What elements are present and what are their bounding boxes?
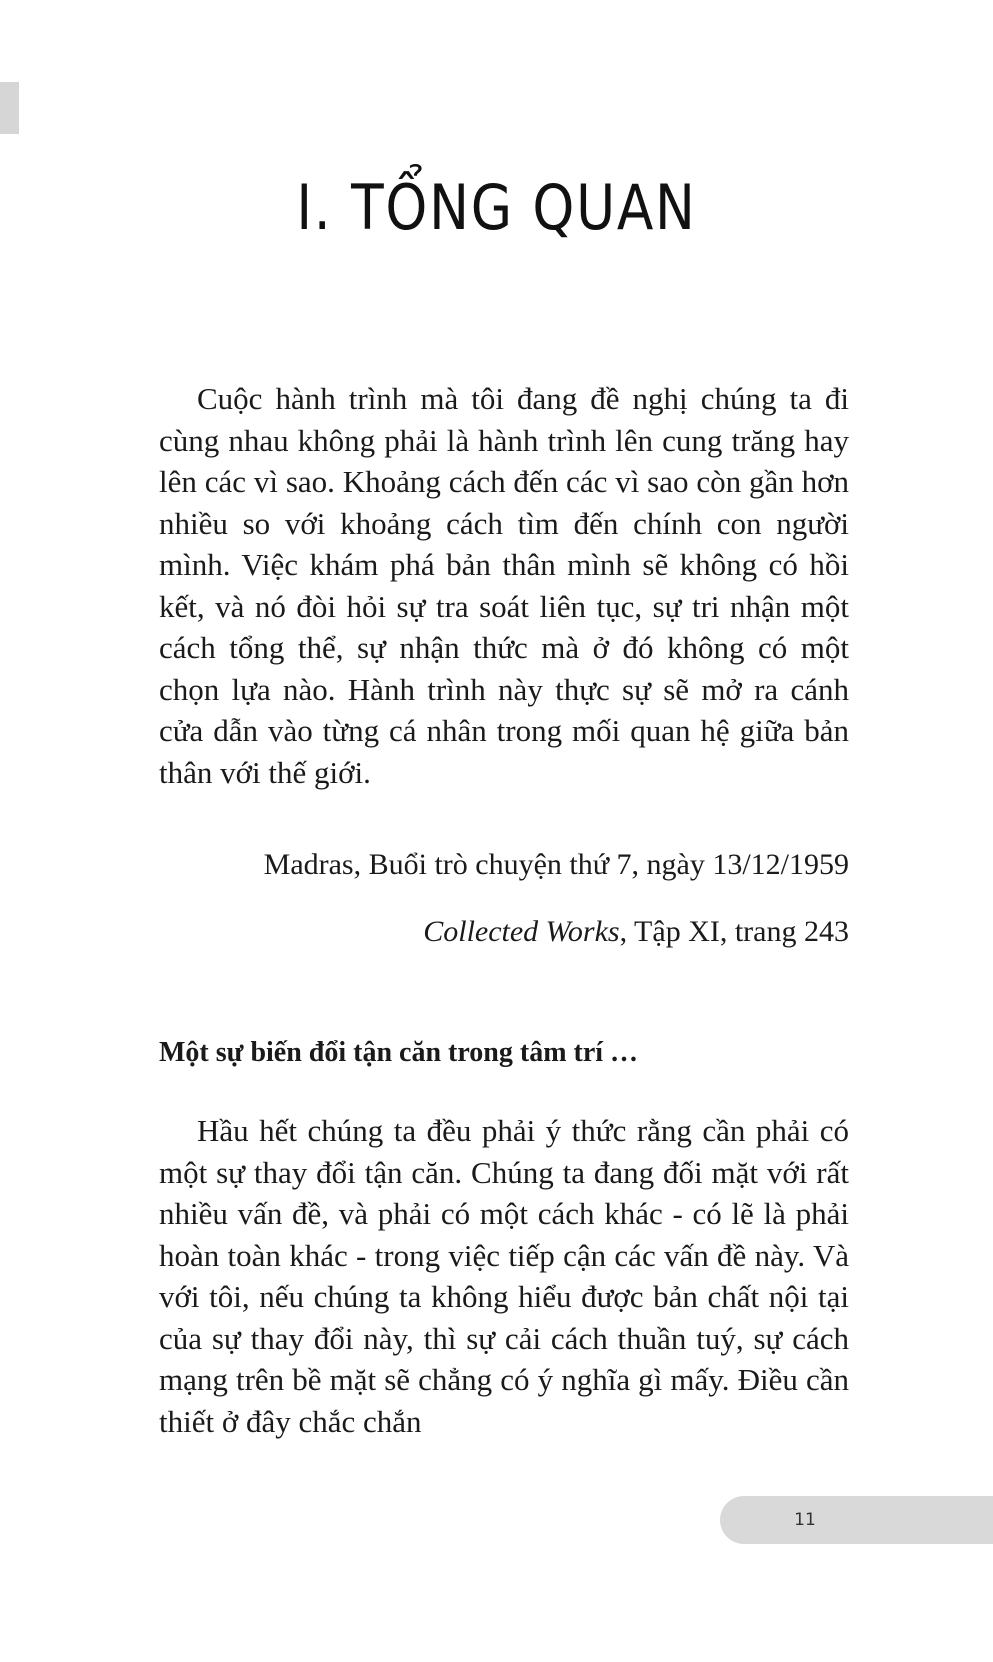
section-heading: Một sự biến đổi tận căn trong tâm trí …: [159, 1037, 639, 1068]
citation-work-detail: , Tập XI, trang 243: [619, 915, 849, 948]
citation-work: [423, 912, 849, 952]
page-number-tab: [720, 1496, 993, 1544]
intro-paragraph: Cuộc hành trình mà tôi đang đề nghị chúng ta đi cùng nhau không phải là hành trình lên cung trăng hay lên các vì sao. Khoảng cách đến các vì sao còn gần hơn nhiều so với khoảng cách tìm đến chính con người mình. Việc khám phá bản thân mình sẽ không có hồi kết, và nó đòi hỏi sự tra soát liên tục, sự tri nhận một cách tổng thể, sự nhận thức mà ở đó không có một chọn lựa nào. Hành trình này thực sự sẽ mở ra cánh cửa dẫn vào từng cá nhân trong mối quan hệ giữa bản thân với thế giới.: [159, 381, 849, 790]
page-number: 11: [794, 1510, 816, 1530]
citation-source: Madras, Buổi trò chuyện thứ 7, ngày 13/12/1959: [263, 848, 849, 881]
chapter-title: I. TỔNG QUAN: [296, 171, 697, 244]
citation-work-title: Collected Works: [423, 915, 620, 948]
edge-tab-marker: [0, 82, 19, 134]
section-paragraph: Hầu hết chúng ta đều phải ý thức rằng cần phải có một sự thay đổi tận căn. Chúng ta đang đối mặt với rất nhiều vấn đề, và phải có một cách khác - có lẽ là phải hoàn toàn khác - trong việc tiếp cận các vấn đề này. Và với tôi, nếu chúng ta không hiểu được bản chất nội tại của sự thay đổi này, thì sự cải cách thuần tuý, sự cách mạng trên bề mặt sẽ chẳng có ý nghĩa gì mấy. Điều cần thiết ở đây chắc chắn: [159, 1113, 849, 1439]
